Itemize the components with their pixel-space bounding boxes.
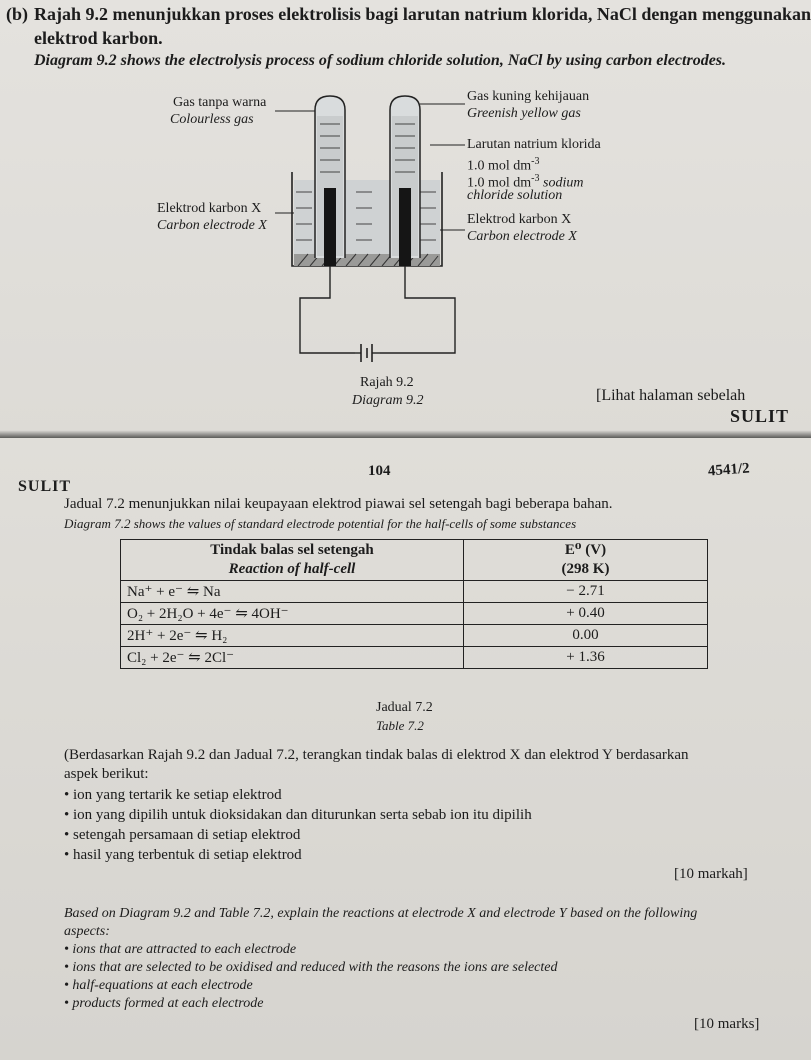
intro-malay-line2: elektrod karbon. [34, 28, 163, 48]
diagram-caption-malay: Rajah 9.2 [360, 375, 414, 390]
solution-label-malay: Larutan natrium klorida [467, 137, 601, 152]
half-cell-table [120, 539, 708, 669]
bottom-sulit: SULIT [18, 478, 72, 495]
table-caption-malay: Jadual 7.2 [376, 700, 433, 715]
reaction-cell: O₂ + 2H₂O + 4e⁻ ⇋ 4OH⁻ [121, 603, 464, 625]
reaction-cell: Cl₂ + 2e⁻ ⇋ 2Cl⁻ [121, 647, 464, 669]
right-gas-label-malay: Gas kuning kehijauan [467, 89, 590, 104]
left-electrode-label-malay: Elektrod karbon X [157, 201, 262, 216]
potential-cell: + 1.36 [464, 647, 708, 669]
right-electrode-label-malay: Elektrod karbon X [467, 212, 572, 227]
potential-cell: + 0.40 [464, 603, 708, 625]
bullet-malay: • setengah persamaan di setiap elektrod [64, 827, 301, 843]
bullet-english: • products formed at each electrode [64, 996, 264, 1011]
left-electrode-label-english: Carbon electrode X [157, 218, 267, 233]
reaction-cell: Na⁺ + e⁻ ⇋ Na [121, 581, 464, 603]
potential-cell: − 2.71 [464, 581, 708, 603]
question-malay: (Berdasarkan Rajah 9.2 dan Jadual 7.2, terangkan tindak balas di elektrod X dan elektrod Y berdasarkan [64, 747, 689, 763]
bullet-malay: • ion yang dipilih untuk dioksidakan dan diturunkan serta sebab ion itu dipilih [64, 807, 532, 823]
electrolysis-diagram [260, 88, 480, 373]
marks-malay: [10 markah] [674, 866, 748, 882]
bullet-english: • half-equations at each electrode [64, 978, 253, 993]
paper-code: 4541/2 [707, 460, 751, 480]
bullet-malay: • hasil yang terbentuk di setiap elektrod [64, 847, 302, 863]
solution-conc-2: 1.0 mol $dm^{-3}$ sodium [467, 173, 584, 191]
table-row [121, 581, 708, 603]
potential-cell: 0.00 [464, 625, 708, 647]
table-intro-english: Diagram 7.2 shows the values of standard electrode potential for the half-cells of some substances [64, 516, 577, 531]
solution-conc-1: 1.0 mol $dm^{-3}$ [467, 156, 540, 174]
right-gas-label-english: Greenish yellow gas [467, 106, 581, 121]
marks-english: [10 marks] [694, 1016, 760, 1032]
table-intro-malay: Jadual 7.2 menunjukkan nilai keupayaan elektrod piawai sel setengah bagi beberapa bahan. [64, 496, 613, 512]
question-english-2: aspects: [64, 924, 110, 939]
question-malay-2: aspek berikut: [64, 766, 149, 782]
question-label: (b) [6, 4, 28, 24]
top-sulit: SULIT [730, 406, 790, 426]
right-electrode-label-english: Carbon electrode X [467, 229, 577, 244]
solution-label-english: chloride solution [467, 188, 563, 203]
left-gas-label-english: Colourless gas [170, 112, 254, 127]
table-caption-english: Table 7.2 [376, 718, 424, 733]
question-english: Based on Diagram 9.2 and Table 7.2, explain the reactions at electrode X and electrode Y based on the following [64, 906, 698, 921]
page-number: 104 [368, 463, 391, 479]
table-row [121, 647, 708, 669]
intro-english: Diagram 9.2 shows the electrolysis process of sodium chloride solution, NaCl by using carbon electrodes. [34, 52, 727, 69]
reaction-cell: 2H⁺ + 2e⁻ ⇋ H₂ [121, 625, 464, 647]
header-potential: E⁰ (V) (298 K) [464, 540, 708, 581]
table-row [121, 625, 708, 647]
header-reaction: Tindak balas sel setengah Reaction of half-cell [121, 540, 464, 581]
bullet-english: • ions that are attracted to each electrode [64, 942, 297, 957]
bullet-english: • ions that are selected to be oxidised and reduced with the reasons the ions are selected [64, 960, 558, 975]
intro-malay-line1: Rajah 9.2 menunjukkan proses elektrolisis bagi larutan natrium klorida, NaCl dengan menggunakan [34, 4, 811, 24]
table-row [121, 603, 708, 625]
bullet-malay: • ion yang tertarik ke setiap elektrod [64, 787, 282, 803]
next-page-note: [Lihat halaman sebelah [596, 387, 746, 404]
diagram-caption-english: Diagram 9.2 [352, 393, 424, 408]
table-header-row [121, 540, 708, 581]
left-gas-label-malay: Gas tanpa warna [173, 95, 267, 110]
